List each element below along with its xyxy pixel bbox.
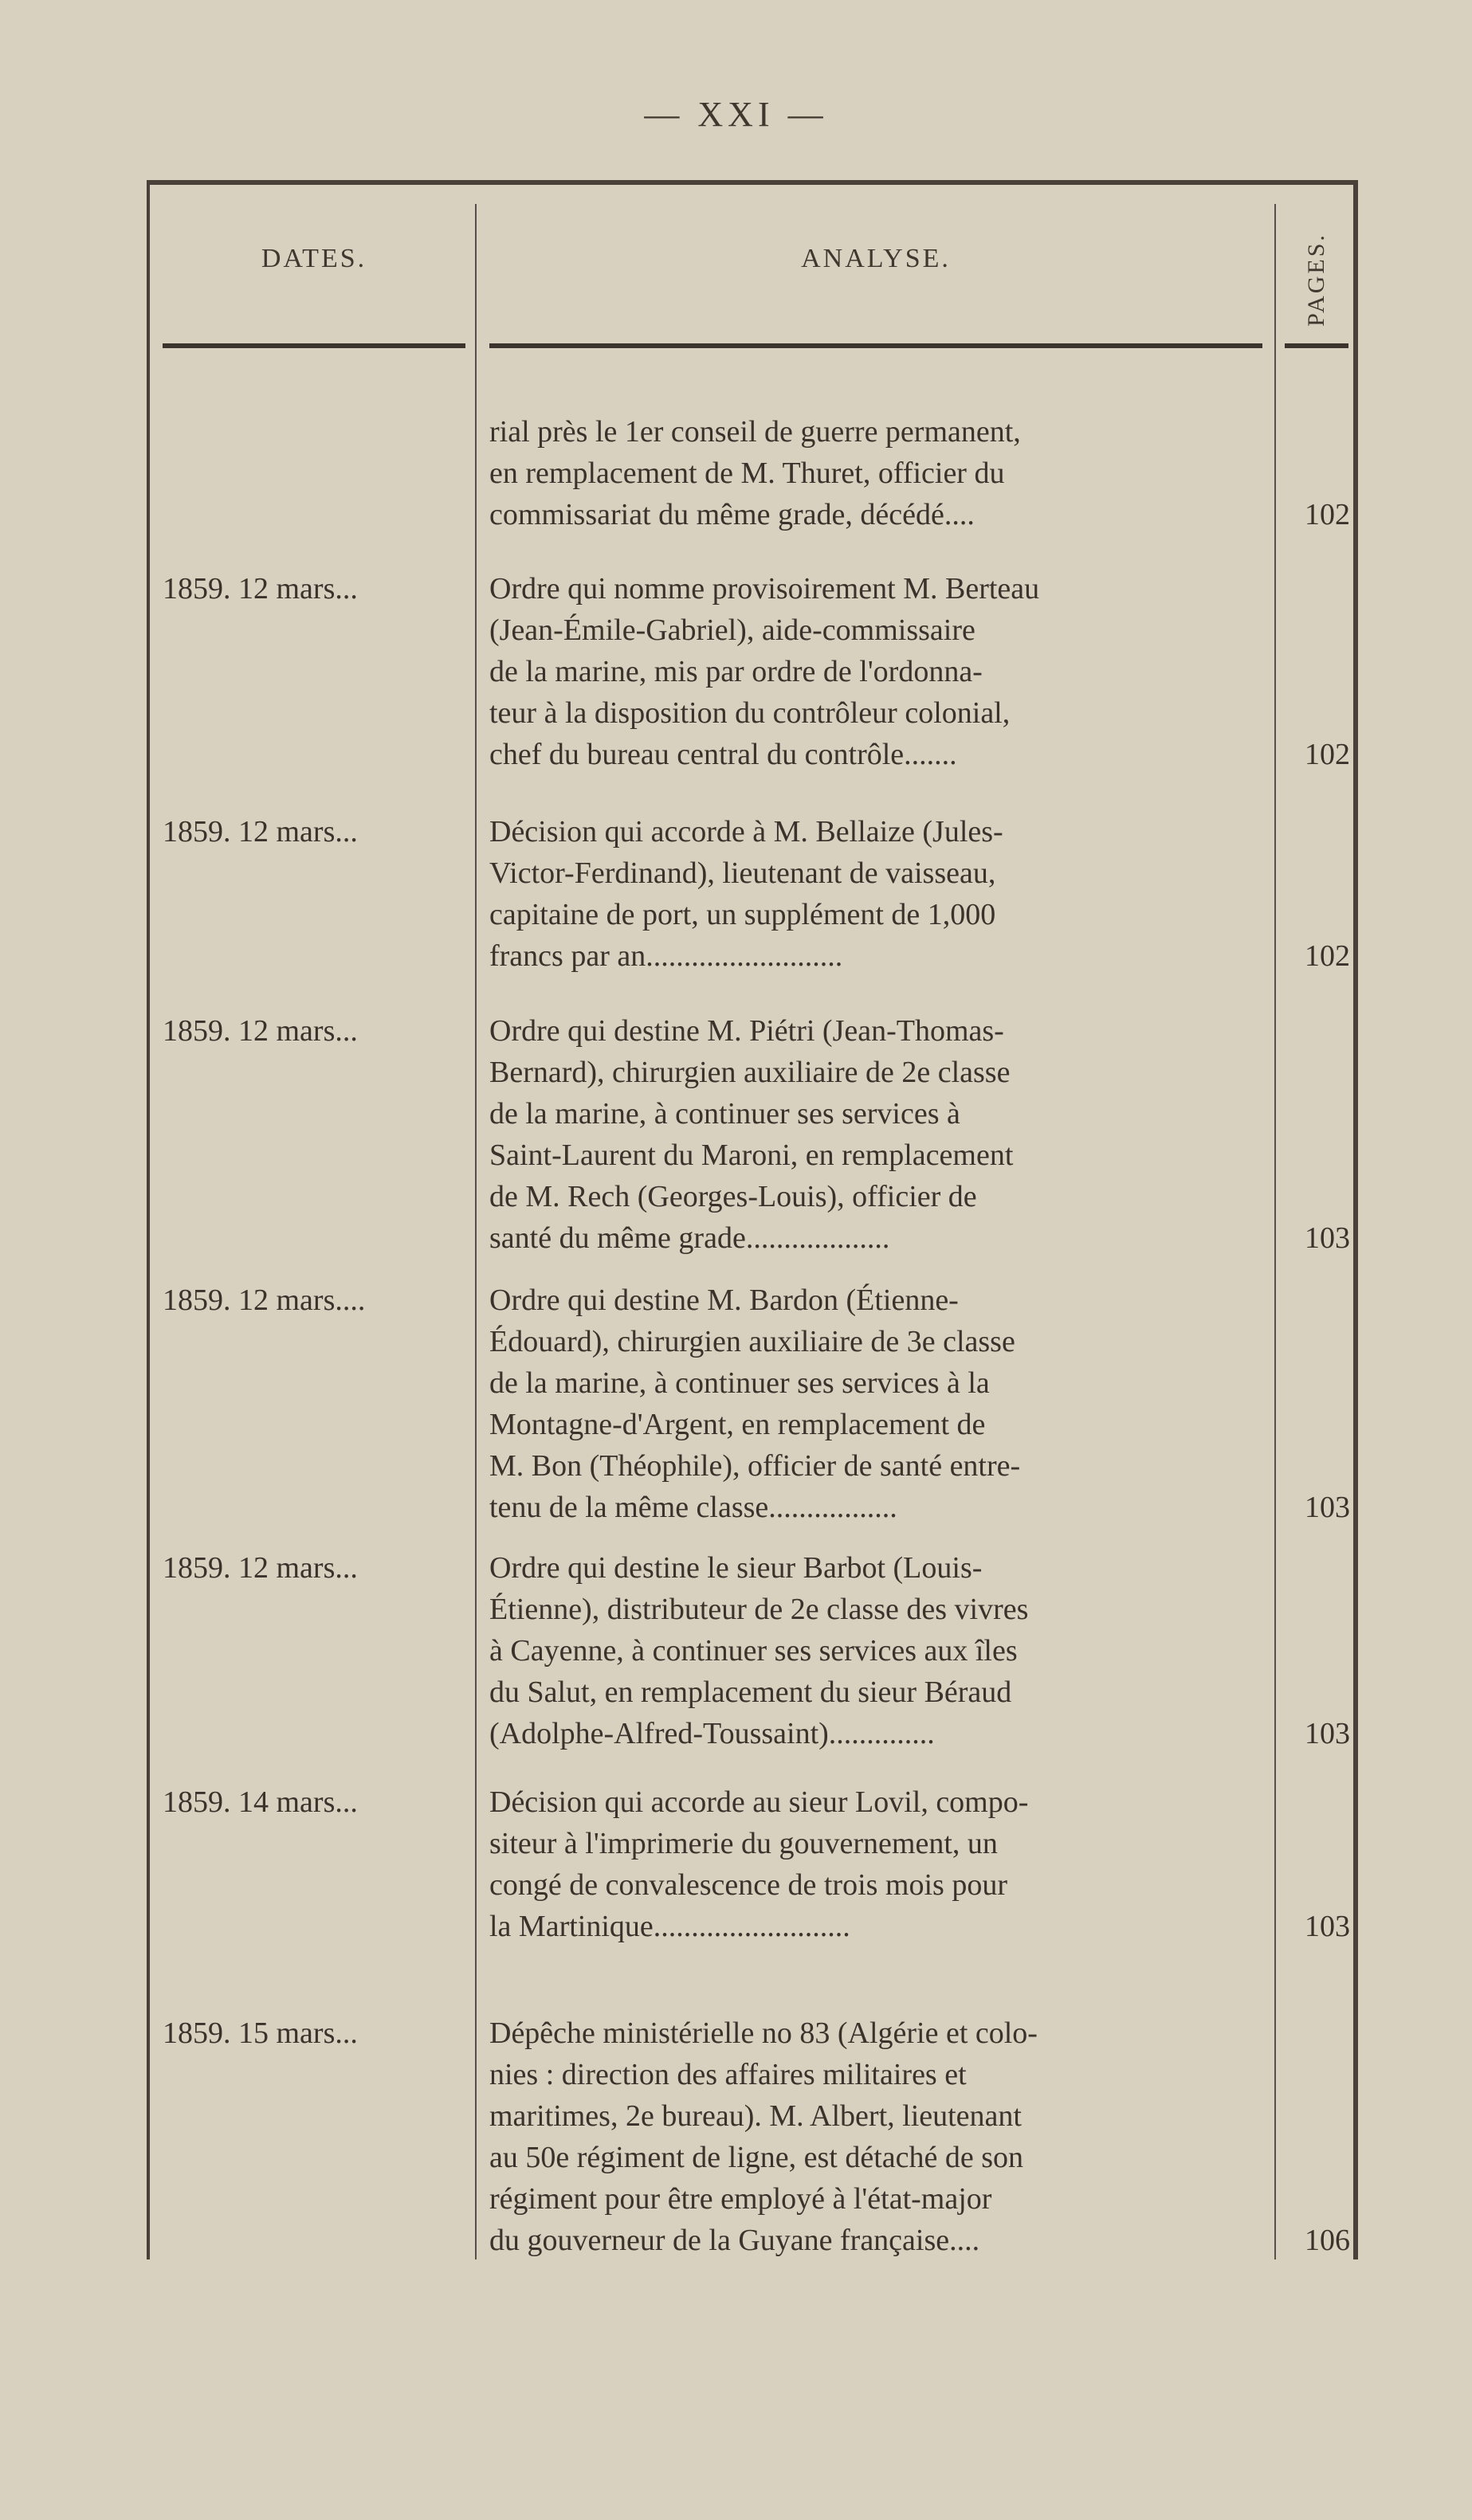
entry-analysis: Décision qui accorde à M. Bellaize (Jules- Victor-Ferdinand), lieutenant de vaisseau, capitaine de port, un supplément de 1,000 francs par an.......................... — [489, 815, 1003, 973]
entry-analysis: Dépêche ministérielle no 83 (Algérie et colo- nies : direction des affaires militaires et maritimes, 2e bureau). M. Albert, lieutenant au 50e régiment de ligne, est détaché de son régiment pour être employé à l'état-major du gouverneur de la Guyane française.... — [489, 2016, 1038, 2257]
column-header-analyse: ANALYSE. — [801, 244, 951, 273]
header-rule-pages — [1285, 343, 1348, 348]
entry-date: 1859. 12 mars... — [163, 1551, 358, 1585]
entry-page: 102 — [1305, 939, 1350, 973]
column-divider-dates — [475, 204, 477, 2259]
entry-page: 103 — [1305, 1221, 1350, 1255]
entry-page: 103 — [1305, 1910, 1350, 1943]
entry-analysis: Ordre qui destine M. Bardon (Étienne- Édouard), chirurgien auxiliaire de 3e classe de la marine, à continuer ses services à la Montagne-d'Argent, en remplacement de M. Bon (Théophile), officier de santé entre- tenu de la même classe................. — [489, 1284, 1021, 1524]
entry-date: 1859. 12 mars... — [163, 572, 358, 606]
entry-date: 1859. 14 mars... — [163, 1785, 358, 1819]
column-divider-pages — [1274, 204, 1276, 2259]
column-header-pages: PAGES. — [1303, 233, 1329, 327]
entry-analysis: Ordre qui destine M. Piétri (Jean-Thomas- Bernard), chirurgien auxiliaire de 2e classe de la marine, à continuer ses services à Saint-Laurent du Maroni, en remplacement de M. Rech (Georges-Louis), officier de santé du même grade................... — [489, 1014, 1014, 1255]
entry-analysis: Décision qui accorde au sieur Lovil, compo- siteur à l'imprimerie du gouvernement, un congé de convalescence de trois mois pour la Martinique.......................... — [489, 1785, 1029, 1943]
entry-analysis: Ordre qui nomme provisoirement M. Berteau (Jean-Émile-Gabriel), aide-commissaire de la marine, mis par ordre de l'ordonna- teur à la disposition du contrôleur colonial, chef du bureau central du contrôle....... — [489, 572, 1040, 771]
entry-date: 1859. 12 mars.... — [163, 1284, 366, 1317]
entry-page: 102 — [1305, 498, 1350, 531]
entry-page: 106 — [1305, 2224, 1350, 2257]
register-table — [147, 180, 1358, 2259]
page-header: — XXI — — [644, 95, 828, 134]
entry-analysis: Ordre qui destine le sieur Barbot (Louis- Étienne), distributeur de 2e classe des vivres à Cayenne, à continuer ses services aux îles du Salut, en remplacement du sieur Béraud (Adolphe-Alfred-Toussaint).............. — [489, 1551, 1029, 1750]
header-rule-analyse — [489, 343, 1262, 348]
entry-page: 102 — [1305, 738, 1350, 771]
header-rule-dates — [163, 343, 465, 348]
entry-date: 1859. 12 mars... — [163, 815, 358, 848]
entry-date: 1859. 15 mars... — [163, 2016, 358, 2050]
entry-page: 103 — [1305, 1717, 1350, 1750]
entry-analysis: rial près le 1er conseil de guerre permanent, en remplacement de M. Thuret, officier du commissariat du même grade, décédé.... — [489, 415, 1021, 531]
column-header-dates: DATES. — [261, 244, 367, 273]
entry-page: 103 — [1305, 1491, 1350, 1524]
entry-date: 1859. 12 mars... — [163, 1014, 358, 1048]
